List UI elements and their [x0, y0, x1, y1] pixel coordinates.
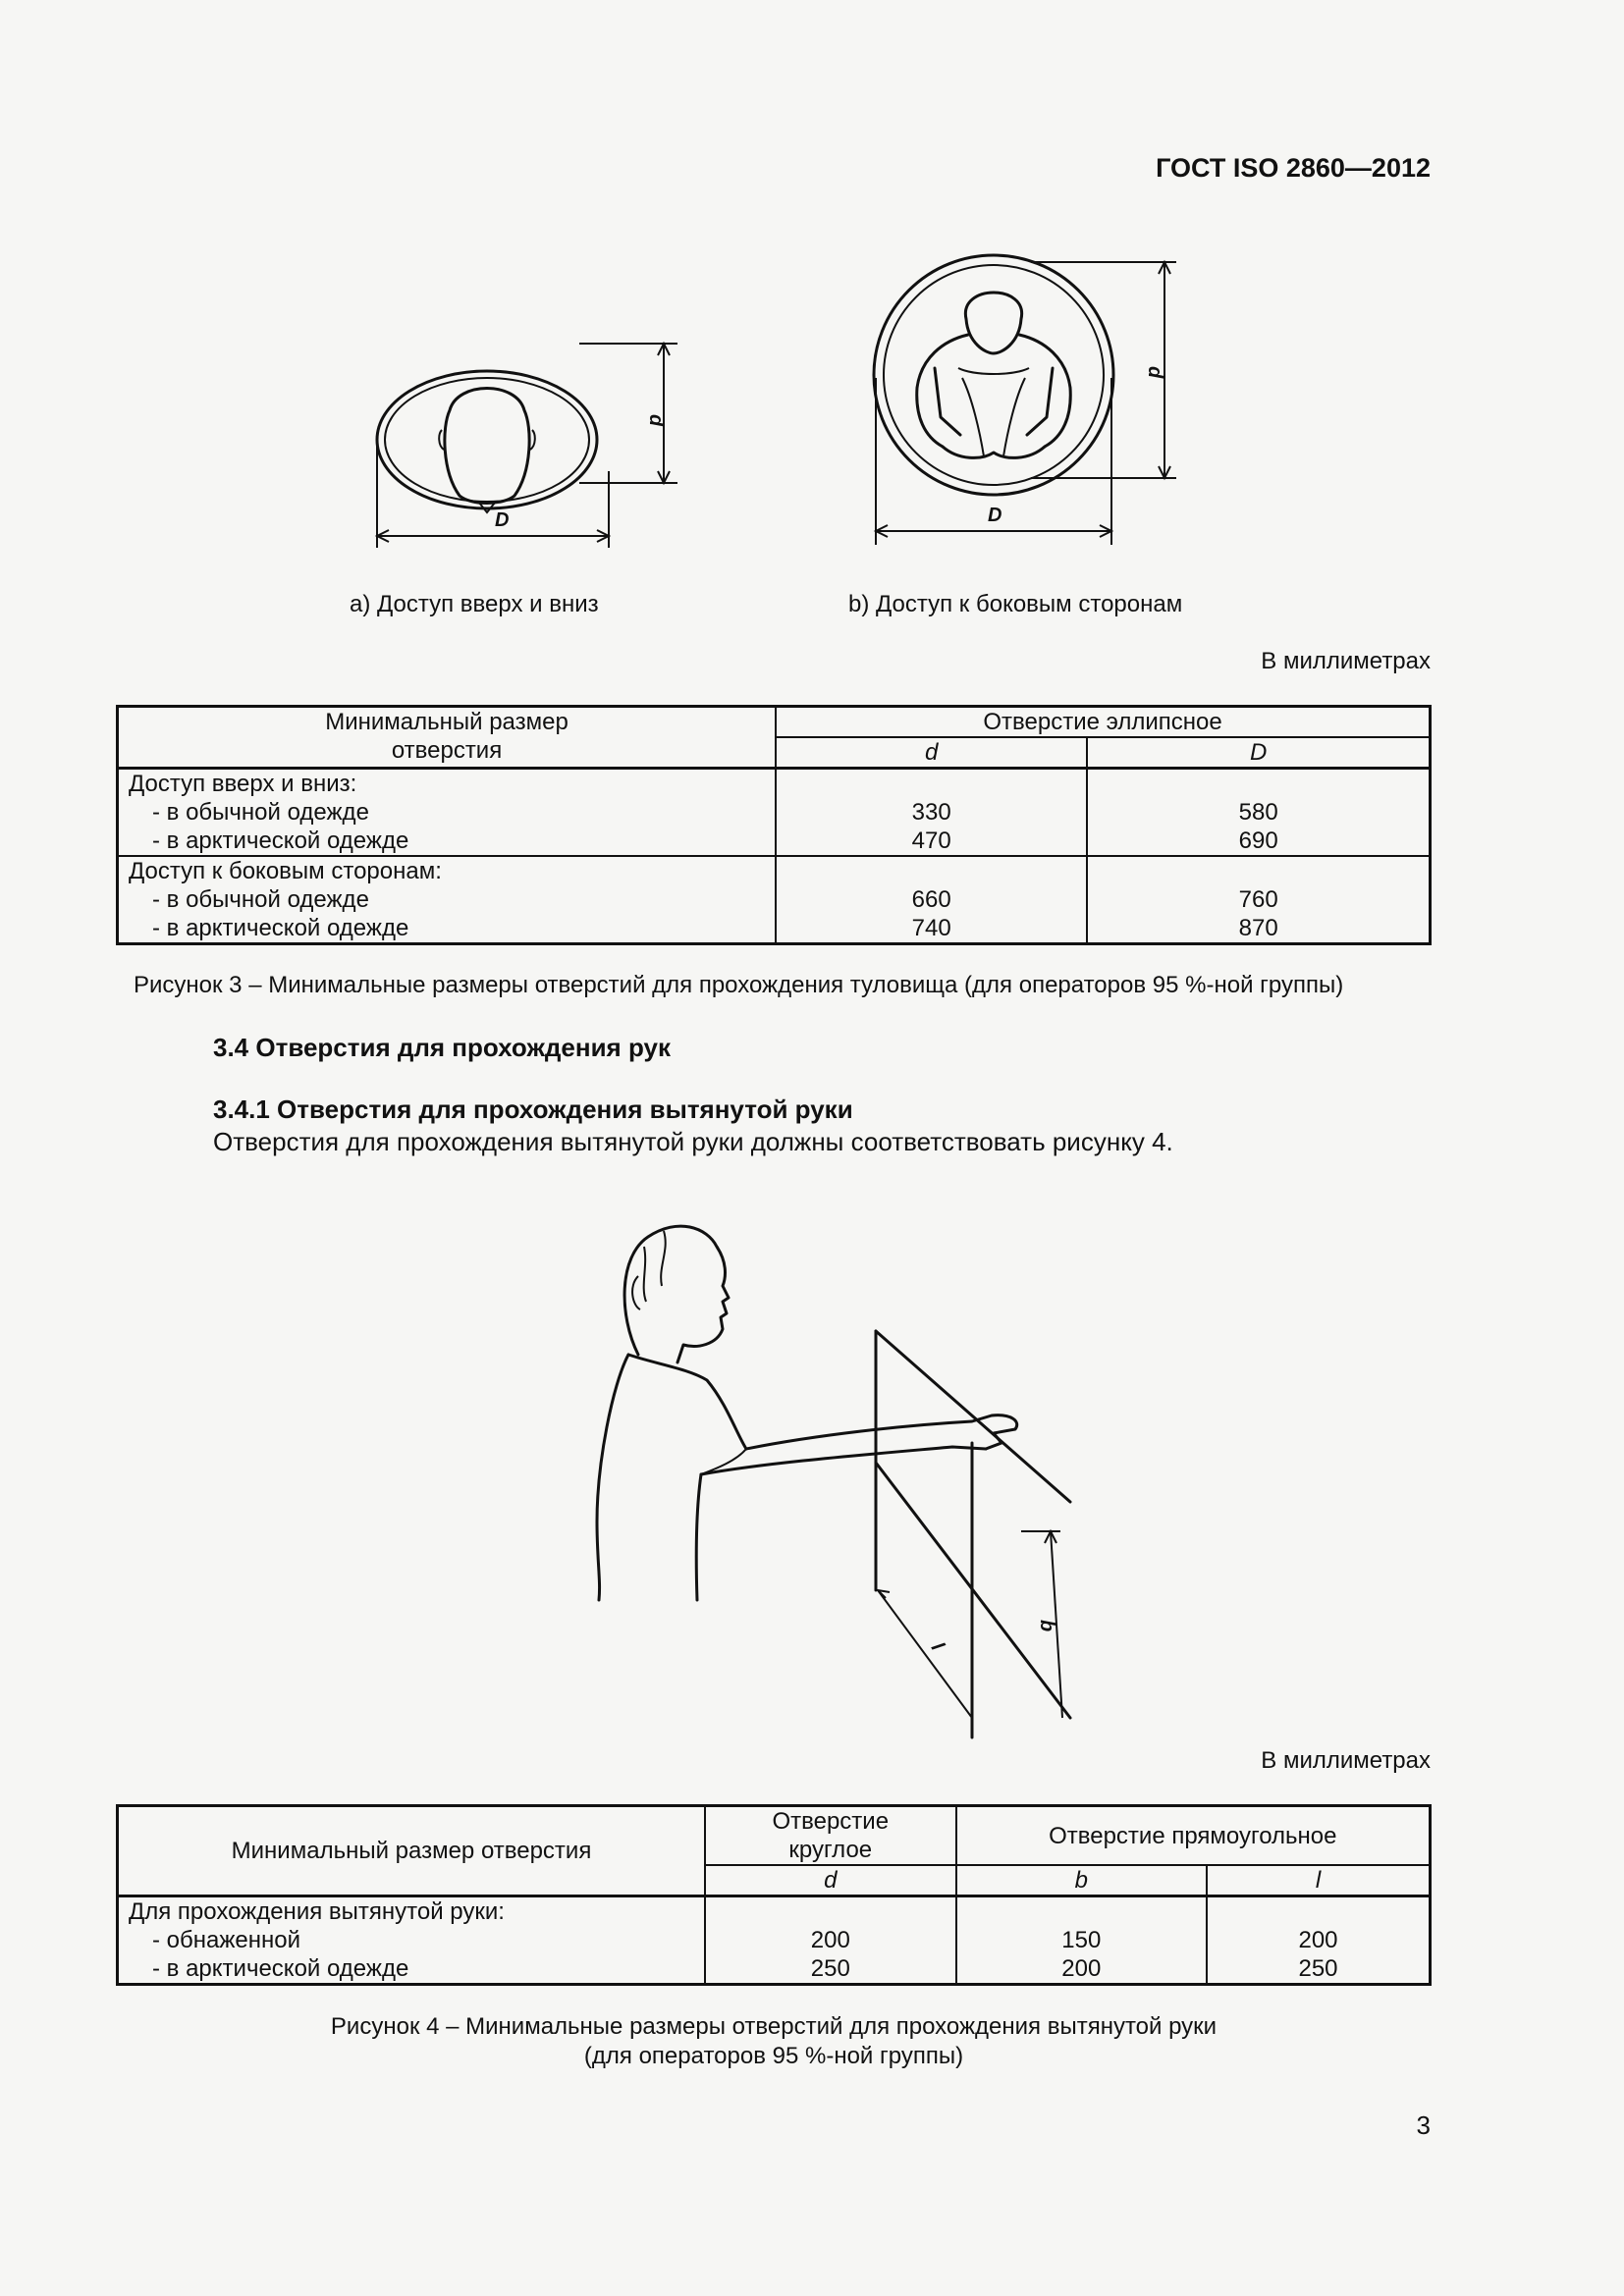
figure3b-caption: b) Доступ к боковым сторонам: [848, 591, 1183, 617]
table-cell-D: 760 870: [1087, 856, 1430, 944]
figure4-dim-l-label: l: [926, 1638, 948, 1655]
table-group-label: Доступ вверх и вниз: - в обычной одежде - в арктической одежде: [118, 769, 777, 857]
figure3-units-note: В миллиметрах: [1261, 648, 1431, 674]
table-header-round: Отверстие круглое: [705, 1806, 956, 1866]
table-cell-D: 580 690: [1087, 769, 1430, 857]
figure4-units-note: В миллиметрах: [1261, 1747, 1431, 1774]
table-subheader-d: d: [705, 1865, 956, 1896]
page-number: 3: [1416, 2110, 1431, 2140]
document-header-title: ГОСТ ISO 2860—2012: [1156, 153, 1431, 183]
table-cell-b: 150 200: [956, 1896, 1207, 1985]
figure3b-drawing: [864, 250, 1198, 555]
table-cell-d: 330 470: [776, 769, 1087, 857]
section-3-4-heading: 3.4 Отверстия для прохождения рук: [213, 1033, 671, 1062]
figure3a-caption: a) Доступ вверх и вниз: [350, 591, 599, 617]
figure3a-dim-d-label: d: [645, 414, 667, 427]
section-3-4-1-heading: 3.4.1 Отверстия для прохождения вытянутой руки: [213, 1095, 853, 1124]
table-subheader-b: b: [956, 1865, 1207, 1896]
table-header-ellipse: Отверстие эллипсное: [776, 707, 1430, 738]
table-group-label: Для прохождения вытянутой руки: - обнаженной - в арктической одежде: [118, 1896, 705, 1985]
figure3a-dim-D-label: D: [495, 509, 510, 531]
figure3b-dim-d-label: d: [1144, 366, 1165, 379]
table-subheader-D: D: [1087, 737, 1430, 769]
table-cell-d: 660 740: [776, 856, 1087, 944]
section-3-4-1-text: Отверстия для прохождения вытянутой руки должны соответствовать рисунку 4.: [213, 1127, 1173, 1156]
table-cell-l: 200 250: [1207, 1896, 1431, 1985]
table-subheader-d: d: [776, 737, 1087, 769]
figure4-dim-b-label: b: [1036, 1620, 1057, 1632]
table-header-rect: Отверстие прямоугольное: [956, 1806, 1431, 1866]
figure4-caption: Рисунок 4 – Минимальные размеры отверстий для прохождения вытянутой руки (для операторов 95 %-ной группы): [330, 2013, 1218, 2069]
table-subheader-l: l: [1207, 1865, 1431, 1896]
table-header-min-size: Минимальный размер отверстия: [118, 1806, 705, 1896]
figure3-caption: Рисунок 3 – Минимальные размеры отверстий для прохождения туловища (для операторов 95 %-ной группы): [134, 972, 1344, 998]
table-cell-d: 200 250: [705, 1896, 956, 1985]
figure3b-dim-D-label: D: [988, 505, 1002, 526]
figure3-table: [116, 705, 1432, 945]
figure4-table: [116, 1804, 1432, 1986]
table-header-min-size: Минимальный размер отверстия: [118, 707, 777, 769]
figure4-drawing: [579, 1207, 1090, 1737]
table-group-label: Доступ к боковым сторонам: - в обычной одежде - в арктической одежде: [118, 856, 777, 944]
figure3a-drawing: [373, 324, 697, 550]
